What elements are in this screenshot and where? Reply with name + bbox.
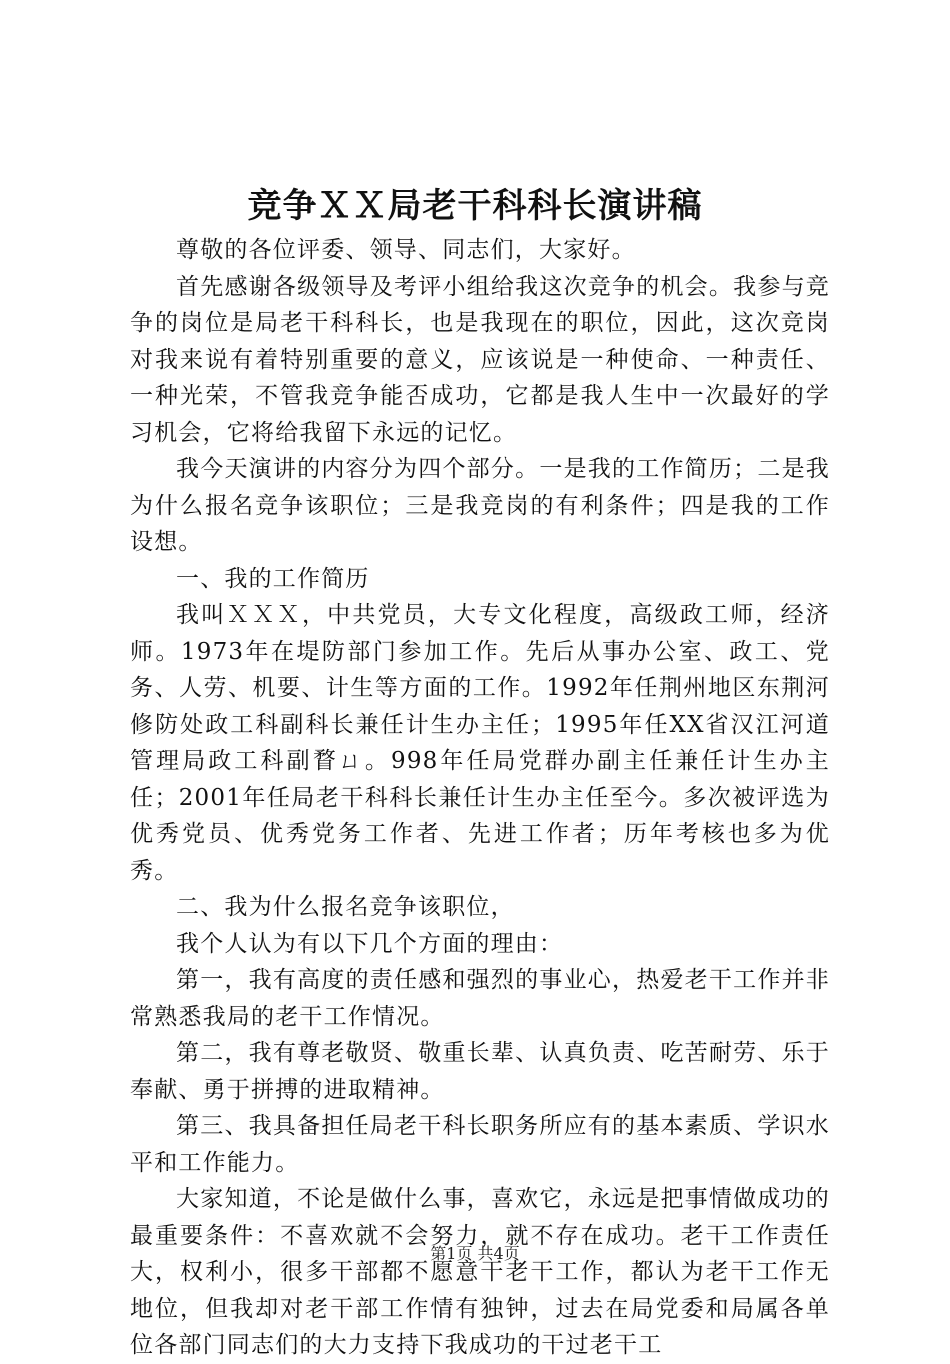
paragraph-outline: 我今天演讲的内容分为四个部分。一是我的工作简历；二是我为什么报名竞争该职位；三是我竞岗的有利条件；四是我的工作设想。 — [130, 456, 830, 555]
document-body — [130, 232, 830, 1364]
paragraph-reasons-intro: 我个人认为有以下几个方面的理由： — [176, 930, 564, 957]
paragraph-greeting: 尊敬的各位评委、领导、同志们，大家好。 — [176, 237, 636, 263]
paragraph-resume: 我叫ＸＸＸ，中共党员，大专文化程度，高级政工师，经济师。1973年在堤防部门参加工作。先后从事办公室、政工、党务、人劳、机要、计生等方面的工作。1992年任荆州地区东荆河修防处政工科副科长兼任计生办主任；1995年任XX省汉江河道管理局政工科副瞀ㄩ。998年任局党群办副主任兼任计生办主任；2001年任局老干科科长兼任计生办主任至今。多次被评选为优秀党员、优秀党务工作者、先进工作者；历年考核也多为优秀。 — [130, 602, 830, 884]
paragraph-reason-2: 第二，我有尊老敬贤、敬重长辈、认真负责、吃苦耐劳、乐于奉献、勇于拼搏的进取精神。 — [130, 1040, 830, 1103]
paragraph-reason-1: 第一，我有高度的责任感和强烈的事业心，热爱老干工作并非常熟悉我局的老干工作情况。 — [130, 967, 830, 1030]
section-heading-resume: 一、我的工作简历 — [176, 565, 370, 592]
paragraph-reason-3: 第三、我具备担任局老干科长职务所应有的基本素质、学识水平和工作能力。 — [130, 1113, 830, 1176]
section-heading-reasons: 二、我为什么报名竞争该职位， — [176, 894, 515, 920]
paragraph-thanks: 首先感谢各级领导及考评小组给我这次竞争的机会。我参与竞争的岗位是局老干科科长，也是我现在的职位，因此，这次竞岗对我来说有着特别重要的意义，应该说是一种使命、一种责任、一种光荣，不管我竞争能否成功，它都是我人生中一次最好的学习机会，它将给我留下永远的记忆。 — [130, 273, 830, 446]
paragraph-passion: 大家知道，不论是做什么事，喜欢它，永远是把事情做成功的最重要条件：不喜欢就不会努力，就不存在成功。老干工作责任大，权利小，很多干部都不愿意干老干工作，都认为老干工作无地位，但我却对老干部工作情有独钟，过去在局党委和局属各单位各部门同志们的大力支持下我成功的干过老干工 — [130, 1186, 830, 1358]
document-title: 竞争ＸＸ局老干科科长演讲稿 — [247, 186, 703, 226]
page-number: 第1页 共4页 — [430, 1244, 520, 1263]
